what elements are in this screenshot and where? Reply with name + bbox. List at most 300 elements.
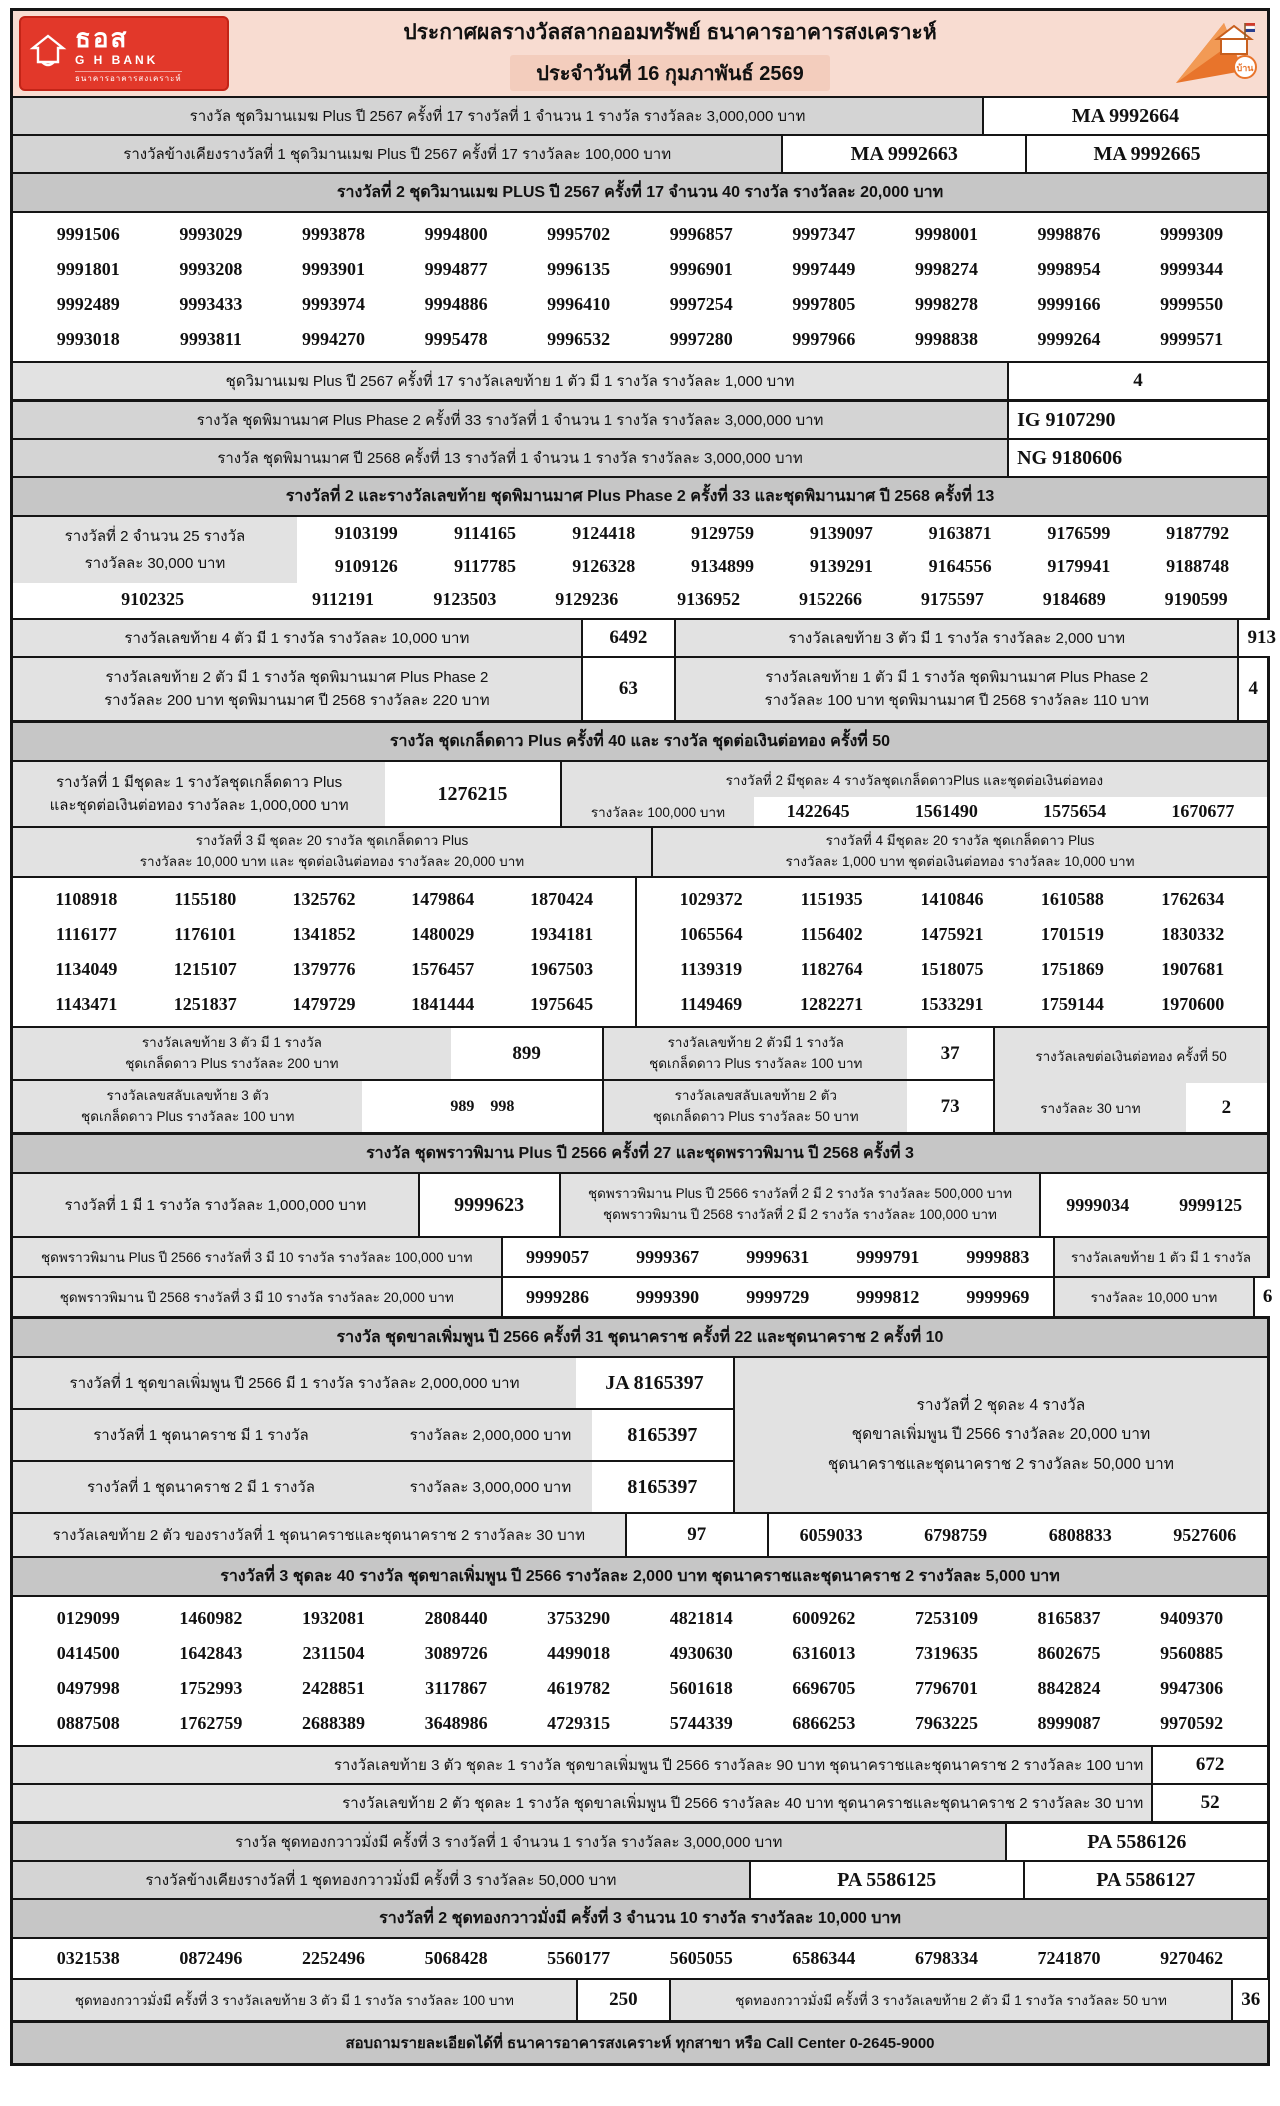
prize-number: 5068428 [424,1948,488,1968]
section-khal [13,1316,1267,1821]
prize-number: 2252496 [301,1948,365,1968]
prize3-prize4-labels-row [13,826,1267,876]
prize2-label [559,1174,1040,1236]
prize-number: 9102325 [121,589,185,609]
prize2-block [13,515,1267,583]
kleddao-tails-row [13,1026,1267,1132]
prize-number: 1116177 [55,924,117,944]
prize-number: 1139319 [680,959,743,979]
prize-number: 1325762 [292,889,356,909]
prize1b-value: 8165397 [592,1410,733,1460]
prize-number: 9993029 [179,224,243,244]
prize-number: 2688389 [301,1713,365,1733]
prize-number: 1752993 [179,1678,243,1698]
prize-number: 9176599 [1047,523,1111,543]
prize-number: 1029372 [679,889,743,909]
prize-number: 1410846 [920,889,984,909]
y2568-prize1-row [13,438,1267,476]
swap2-line1: รางวัลเลขสลับเลขท้าย 2 ตัว [674,1087,837,1103]
prize-number: 9999309 [1160,224,1224,244]
last2-value: 36 [1231,1980,1268,2020]
prize-number: 9126328 [572,556,636,576]
prize-number: 5605055 [669,1948,733,1968]
number-row [13,1671,1267,1706]
prize-number: 9129759 [691,523,755,543]
prize3-prize4-grids [13,876,1267,1026]
prize-number: 4619782 [547,1678,611,1698]
prize-number: 9997966 [792,329,856,349]
swap3-value: 989 998 [362,1081,602,1132]
prize3-numbers-grid [13,1595,1267,1745]
baan-logo [1111,16,1261,91]
prize-number: 0887508 [56,1713,120,1733]
prize-number: 1379776 [292,959,356,979]
prize-number: 7796701 [914,1678,978,1698]
prize-number: 7963225 [914,1713,978,1733]
prize-number: 4930630 [669,1643,733,1663]
prize3a-label: ชุดพราวพิมาน Plus ปี 2566 รางวัลที่ 3 มี 10 รางวัล รางวัลละ 100,000 บาท [13,1238,501,1276]
last3-row [13,1745,1267,1783]
prize-number: 9999034 [1066,1194,1130,1215]
prize-number: 9188748 [1166,556,1230,576]
prize-number: 9996857 [669,224,733,244]
praophiman-header: รางวัล ชุดพราวพิมาน Plus ปี 2566 ครั้งที่ 27 และชุดพราวพิมาน ปี 2568 ครั้งที่ 3 [13,1135,1267,1172]
title-block [229,16,1111,91]
prize-number: 3117867 [425,1678,488,1698]
prize-number: 1701519 [1040,924,1104,944]
prize1-row [13,1824,1267,1860]
last3-label [13,1028,451,1079]
last3-value: 672 [1151,1747,1267,1783]
prize-number: 1975645 [530,994,594,1014]
prize-number: 1108918 [55,889,118,909]
prize1a-value: JA 8165397 [576,1358,733,1408]
y2568-prize1-label: รางวัล ชุดพิมานมาศ ปี 2568 ครั้งที่ 13 รางวัลที่ 1 จำนวน 1 รางวัล รางวัลละ 3,000,000 บาท [13,440,1007,476]
number-row [297,517,1267,550]
prize-number: 1967503 [530,959,594,979]
prize1-line2: และชุดต่อเงินต่อทอง รางวัลละ 1,000,000 บาท [49,797,349,814]
prize-number: 9999969 [966,1286,1030,1307]
number-row [13,1706,1267,1741]
tor-ngern-value: 2 [1186,1083,1267,1132]
prize-number: 0129099 [56,1608,120,1628]
prize-number: 1830332 [1161,924,1225,944]
swap3-line1: รางวัลเลขสลับเลขท้าย 3 ตัว [106,1087,269,1103]
prize-number: 9998838 [914,329,978,349]
prize-number: 9164556 [928,556,992,576]
last2-label [604,1028,907,1079]
prize-number: 9175597 [920,589,984,609]
prize-number: 9190599 [1164,589,1228,609]
prize1a-label: รางวัลที่ 1 ชุดขาลเพิ่มพูน ปี 2566 มี 1 รางวัล รางวัลละ 2,000,000 บาท [13,1358,576,1408]
prize-number: 9998278 [914,294,978,314]
number-row [637,987,1267,1022]
last1-label [674,658,1237,720]
prize-number: 9999729 [746,1286,810,1307]
prize-number: 1182764 [800,959,863,979]
prize-number: 1479729 [292,994,356,1014]
prize-number: 1176101 [174,924,237,944]
prize1-block [13,762,562,826]
prize-number: 9996135 [547,259,611,279]
last1-value: 4 [1237,658,1267,720]
prize1-label: รางวัล ชุดทองกวาวมั่งมี ครั้งที่ 3 รางวัลที่ 1 จำนวน 1 รางวัล รางวัลละ 3,000,000 บาท [13,1824,1005,1860]
prize-number: 6798759 [924,1524,988,1545]
last3-value: 250 [576,1980,669,2020]
last2-line2: รางวัลละ 200 บาท ชุดพิมานมาศ ปี 2568 รางวัลละ 220 บาท [104,692,490,709]
prize-number: 9527606 [1173,1524,1237,1545]
prize-number: 1934181 [530,924,594,944]
prize1b-row [13,1408,733,1460]
adjacent-number-1: PA 5586125 [749,1862,1023,1898]
prize-number: 1642843 [179,1643,243,1663]
prize3-header: รางวัลที่ 3 ชุดละ 40 รางวัล ชุดขาลเพิ่มพูน ปี 2566 รางวัลละ 2,000 บาท ชุดนาคราชและชุดนาคราช 2 รางวัลละ 5,000 บาท [13,1556,1267,1595]
number-row [13,252,1267,287]
prize-number: 9998876 [1037,224,1101,244]
badge-text: บ้าน [1236,62,1254,73]
last1-line1: รางวัลเลขท้าย 1 ตัว มี 1 รางวัล ชุดพิมานมาศ Plus Phase 2 [765,668,1149,686]
tor-ngern-value-row [995,1083,1267,1132]
prize3a-values [503,1247,1054,1268]
prize-number: 4821814 [669,1608,733,1628]
prize1a-row [13,1358,733,1408]
plus-prize1-row [13,402,1267,438]
prize-number: 0414500 [56,1643,120,1663]
prize1-number: PA 5586126 [1005,1824,1267,1860]
prize1b-label: รางวัลที่ 1 ชุดนาคราช มี 1 รางวัล [13,1410,389,1460]
house-hands-icon [29,32,67,75]
prize-number: 9139291 [809,556,873,576]
prize-number: 9998001 [914,224,978,244]
last2-value: 37 [907,1028,993,1079]
prize-number: 7319635 [914,1643,978,1663]
header [13,11,1267,96]
prize-number: 1870424 [530,889,594,909]
last2-label: รางวัลเลขท้าย 2 ตัว ของรางวัลที่ 1 ชุดนาคราชและชุดนาคราช 2 รางวัลละ 30 บาท [13,1514,625,1556]
prize-number: 9123503 [433,589,497,609]
prize-number: 9999571 [1160,329,1224,349]
prize2-header: รางวัลที่ 2 ชุดทองกวาวมั่งมี ครั้งที่ 3 จำนวน 10 รางวัล รางวัลละ 10,000 บาท [13,1898,1267,1937]
prize-number: 8165837 [1037,1608,1101,1628]
tor-ngern-label: รางวัลเลขต่อเงินต่อทอง ครั้งที่ 50 [995,1028,1267,1083]
prize-number: 9996532 [547,329,611,349]
prize-number: 1479864 [411,889,475,909]
prize2-line2: ชุดขาลเพิ่มพูน ปี 2566 รางวัลละ 20,000 บาท [851,1426,1151,1444]
prize-number: 6808833 [1048,1524,1112,1545]
prize-number: 9947306 [1160,1678,1224,1698]
prize2-group-label [13,517,297,583]
prize2-values [754,801,1267,822]
prize4-line2: รางวัลละ 1,000 บาท ชุดต่อเงินต่อทอง รางวัลละ 10,000 บาท [785,854,1135,869]
prize-number: 1575654 [1043,801,1107,821]
tail-left-column [13,1028,602,1132]
plus-prize1-label: รางวัล ชุดพิมานมาศ Plus Phase 2 ครั้งที่ 33 รางวัลที่ 1 จำนวน 1 รางวัล รางวัลละ 3,000,000 บาท [13,402,1007,438]
prize-number: 8602675 [1037,1643,1101,1663]
adjacent-prize-row [13,1860,1267,1898]
prize-number: 5560177 [547,1948,611,1968]
last4-value: 6492 [581,620,674,656]
prize4-line1: รางวัลที่ 4 มีชุดละ 20 รางวัล ชุดเกล็ดดาว Plus [825,833,1095,849]
section-phimanmat [13,399,1276,720]
number-row [13,1636,1267,1671]
logo-sub: G H BANK [75,52,159,67]
prize-number: 9994877 [424,259,488,279]
prize-number: 9996901 [669,259,733,279]
number-row [637,917,1267,952]
number-row [13,987,635,1022]
number-row [13,917,635,952]
prize3a-row [13,1236,1267,1276]
prize-number: 9999812 [856,1286,920,1307]
prize-number: 1143471 [55,994,118,1014]
prize-number: 9109126 [334,556,398,576]
prize2-line2: ชุดพราวพิมาน ปี 2568 รางวัลที่ 2 มี 2 รางวัล รางวัลละ 100,000 บาท [602,1207,997,1222]
prize-number: 0321538 [56,1948,120,1968]
prize-number: 6866253 [792,1713,856,1733]
prize-number: 1156402 [800,924,863,944]
prize-number: 7253109 [914,1608,978,1628]
swap2-line2: ชุดเกล็ดดาว Plus รางวัลละ 50 บาท [652,1108,859,1124]
prize-number: 9994886 [424,294,488,314]
tail-middle-column [602,1028,993,1132]
number-row [637,882,1267,917]
prize-number: 5744339 [669,1713,733,1733]
prize-number: 7241870 [1037,1948,1101,1968]
prize-number: 1762634 [1161,889,1225,909]
prize-number: 9999264 [1037,329,1101,349]
plus-prize1-number: IG 9107290 [1007,402,1267,438]
prize-number: 9139097 [809,523,873,543]
prize2-values-row [562,797,1267,826]
prize1-prize2-row [13,760,1267,826]
prize4-label [651,828,1267,876]
number-row [13,217,1267,252]
prize-number: 1907681 [1161,959,1225,979]
prize1-value: 9999623 [418,1174,559,1236]
prize2-info [733,1358,1267,1512]
last2-last1-row [13,656,1267,720]
last2b-row [13,1783,1267,1821]
prize1c-label: รางวัลที่ 1 ชุดนาคราช 2 มี 1 รางวัล [13,1462,389,1512]
prize-number: 9994270 [301,329,365,349]
prize1c-value: 8165397 [592,1462,733,1512]
prize-number: 9993974 [301,294,365,314]
last3-label: รางวัลเลขท้าย 3 ตัว มี 1 รางวัล รางวัลละ 2,000 บาท [674,620,1237,656]
prize-number: 9999631 [746,1246,810,1267]
swap3-row [13,1079,602,1132]
contact-footer: สอบถามรายละเอียดได้ที่ ธนาคารอาคารสงเคราะห์ ทุกสาขา หรือ Call Center 0-2645-9000 [13,2020,1267,2063]
prize1-column [13,1358,733,1512]
last3-label: ชุดทองกวาวมั่งมี ครั้งที่ 3 รางวัลเลขท้าย 3 ตัว มี 1 รางวัล รางวัลละ 100 บาท [13,1980,576,2020]
last2-value: 63 [581,658,674,720]
prize-number: 9999367 [636,1246,700,1267]
prize1c-amount: รางวัลละ 3,000,000 บาท [389,1462,592,1512]
swap3-label [13,1081,362,1132]
prize-number: 9991801 [56,259,120,279]
prize2-block [562,762,1267,826]
prize3-numbers-grid [13,878,637,1026]
number-row [637,952,1267,987]
last3-value: 899 [451,1028,603,1079]
adjacent-number-1: MA 9992663 [781,136,1025,172]
prize-number: 9994800 [424,224,488,244]
prize3b-values [503,1287,1054,1308]
prize-number: 1215107 [173,959,237,979]
prize-number: 6586344 [792,1948,856,1968]
prize-number: 1151935 [800,889,863,909]
swap3-line2: ชุดเกล็ดดาว Plus รางวัลละ 100 บาท [81,1108,295,1124]
prize-number: 9993208 [179,259,243,279]
lottery-announcement-sheet [10,8,1276,2066]
prize2-header: รางวัลที่ 2 ชุดวิมานเมฆ PLUS ปี 2567 ครั้งที่ 17 จำนวน 40 รางวัล รางวัลละ 20,000 บาท [13,172,1267,211]
swap2-row [604,1079,993,1132]
prize-number: 9134899 [691,556,755,576]
prize-number: 9993433 [179,294,243,314]
khal-top-block [13,1356,1267,1512]
prize-number: 9993901 [301,259,365,279]
prize1-label: รางวัลที่ 1 มี 1 รางวัล รางวัลละ 1,000,000 บาท [13,1174,418,1236]
prize-number: 8999087 [1037,1713,1101,1733]
prize-number: 9117785 [454,556,517,576]
tail-row [13,1978,1267,2020]
prize2-numbers-grid [13,211,1267,361]
swap2-label [604,1081,907,1132]
prize-number: 9114165 [454,523,517,543]
prize-number: 6009262 [792,1608,856,1628]
orange-sail-house-icon [1121,21,1261,87]
section-praophiman [13,1132,1273,1316]
prize3-line2: รางวัลละ 10,000 บาท และ ชุดต่อเงินต่อทอง รางวัลละ 20,000 บาท [139,854,525,869]
prize-number: 9997280 [669,329,733,349]
prize1c-row [13,1460,733,1512]
prize-number: 9999125 [1179,1194,1243,1215]
prize-number: 5601618 [669,1678,733,1698]
logo-name: ธอส [75,22,129,53]
number-row [13,1601,1267,1636]
prize-number: 8842824 [1037,1678,1101,1698]
prize-number: 9124418 [572,523,636,543]
prize-number: 9998274 [914,259,978,279]
prize-number: 1751869 [1040,959,1104,979]
number-row [13,322,1267,357]
adjacent-number-2: PA 5586127 [1023,1862,1267,1898]
prize-number: 2808440 [424,1608,488,1628]
prize-number: 9103199 [334,523,398,543]
number-row [13,287,1267,322]
prize-number: 1576457 [411,959,475,979]
adjacent-label: รางวัลข้างเคียงรางวัลที่ 1 ชุดทองกวาวมั่งมี ครั้งที่ 3 รางวัลละ 50,000 บาท [13,1862,749,1898]
prize-number: 9999791 [856,1246,920,1267]
prize-number: 1759144 [1040,994,1104,1014]
prize-number: 9560885 [1160,1643,1224,1663]
last2-label: ชุดทองกวาวมั่งมี ครั้งที่ 3 รางวัลเลขท้าย 2 ตัว มี 1 รางวัล รางวัลละ 50 บาท [669,1980,1231,2020]
prize-number: 9995478 [424,329,488,349]
prize-number: 9999883 [966,1246,1030,1267]
prize-number: 9112191 [312,589,375,609]
prize1-prize2-row [13,1172,1267,1236]
prize-number: 9997805 [792,294,856,314]
last2-line1: รางวัลเลขท้าย 2 ตัว มี 1 รางวัล ชุดพิมานมาศ Plus Phase 2 [105,668,489,686]
prize2-group-line1: รางวัลที่ 2 จำนวน 25 รางวัล [64,528,246,545]
prize2-line1: ชุดพราวพิมาน Plus ปี 2566 รางวัลที่ 2 มี 2 รางวัล รางวัลละ 500,000 บาท [587,1186,1012,1202]
prize-number: 9270462 [1160,1948,1224,1968]
prize-number: 4729315 [547,1713,611,1733]
prize-number: 9997254 [669,294,733,314]
prize-number: 6316013 [792,1643,856,1663]
adjacent-label: รางวัลข้างเคียงรางวัลที่ 1 ชุดวิมานเมฆ Plus ปี 2567 ครั้งที่ 17 รางวัลละ 100,000 บาท [13,136,781,172]
prize-number: 9152266 [798,589,862,609]
prize-number: 9999344 [1160,259,1224,279]
last1-label: รางวัลเลขท้าย 1 ตัว มี 1 รางวัล [1053,1238,1267,1276]
draw-date: ประจำวันที่ 16 กุมภาพันธ์ 2569 [510,55,829,91]
prize-number: 4499018 [547,1643,611,1663]
prize3-line1: รางวัลที่ 3 มี ชุดละ 20 รางวัล ชุดเกล็ดดาว Plus [195,833,469,849]
prize-number: 9129236 [555,589,619,609]
last-digit-row [13,361,1267,399]
prize-number: 1251837 [173,994,237,1014]
prize-number: 9996410 [547,294,611,314]
prize-number: 1065564 [679,924,743,944]
prize-number: 3753290 [547,1608,611,1628]
prize3b-label: ชุดพราวพิมาน ปี 2568 รางวัลที่ 3 มี 10 รางวัล รางวัลละ 20,000 บาท [13,1278,501,1316]
last3-line1: รางวัลเลขท้าย 3 ตัว มี 1 รางวัล [141,1034,322,1050]
last2-value: 97 [625,1514,767,1556]
prize2-numbers [13,1937,1267,1978]
prize-number: 9999166 [1037,294,1101,314]
prize2-row3 [13,583,1267,618]
last-digit-label: ชุดวิมานเมฆ Plus ปี 2567 ครั้งที่ 17 รางวัลเลขท้าย 1 ตัว มี 1 รางวัล รางวัลละ 1,000 บาท [13,363,1007,399]
tor-ngern-column [993,1028,1267,1132]
prize4-numbers-grid [637,878,1267,1026]
prize-number: 9179941 [1047,556,1111,576]
prize-number: 0872496 [179,1948,243,1968]
section-thongkwao [13,1821,1267,2020]
prize-number: 9970592 [1160,1713,1224,1733]
khal-header: รางวัล ชุดขาลเพิ่มพูน ปี 2566 ครั้งที่ 31 ชุดนาคราช ครั้งที่ 22 และชุดนาคราช 2 ครั้งที่ 10 [13,1319,1267,1356]
page-title: ประกาศผลรางวัลสลากออมทรัพย์ ธนาคารอาคารสงเคราะห์ [403,21,937,44]
adjacent-prize-row [13,134,1267,172]
last1-sublabel: รางวัลละ 10,000 บาท [1053,1278,1253,1316]
last2-line2: ชุดเกล็ดดาว Plus รางวัลละ 100 บาท [649,1055,863,1071]
prize2-line1: รางวัลที่ 2 ชุดละ 4 รางวัล [916,1396,1086,1414]
prize1-number: MA 9992664 [982,98,1267,134]
last4-last3-row [13,618,1276,656]
prize-number: 1134049 [55,959,118,979]
adjacent-number-2: MA 9992665 [1025,136,1267,172]
prize-number: 9991506 [56,224,120,244]
last2-row [604,1028,993,1079]
ghbank-logo [19,16,229,91]
prize-number: 6059033 [799,1524,863,1545]
prize1-value: 1276215 [385,762,560,826]
prize-number: 9136952 [677,589,741,609]
prize1-line1: รางวัลที่ 1 มีชุดละ 1 รางวัลชุดเกล็ดดาว Plus [56,773,343,791]
prize1-row [13,98,1267,134]
prize2-rows [297,517,1267,583]
prize-number: 9409370 [1160,1608,1224,1628]
prize3-label [13,828,651,876]
last3-row [13,1028,602,1079]
prize-number: 9993018 [56,329,120,349]
prize-number: 1475921 [920,924,984,944]
prize-number: 1932081 [301,1608,365,1628]
prize-number: 1282271 [800,994,864,1014]
last2-label [13,658,581,720]
last4-label: รางวัลเลขท้าย 4 ตัว มี 1 รางวัล รางวัลละ 10,000 บาท [13,620,581,656]
last2-line1: รางวัลเลขท้าย 2 ตัวมี 1 รางวัล [667,1034,844,1050]
prize-number: 9995702 [547,224,611,244]
last3-label: รางวัลเลขท้าย 3 ตัว ชุดละ 1 รางวัล ชุดขาลเพิ่มพูน ปี 2566 รางวัลละ 90 บาท ชุดนาคราชและชุดนาคราช 2 รางวัลละ 100 บาท [13,1747,1151,1783]
